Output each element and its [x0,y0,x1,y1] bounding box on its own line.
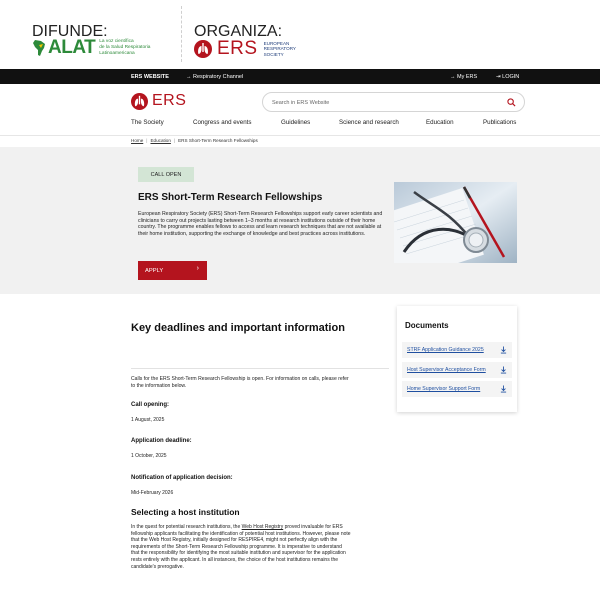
ers-lung-icon [194,40,212,58]
call-opening-value: 1 August, 2025 [131,417,165,423]
host-acceptance-form-link[interactable]: Host Supervisor Acceptance Form [407,367,486,373]
respiratory-channel-link[interactable]: → Respiratory Channel [186,73,244,80]
download-icon[interactable] [500,385,507,393]
nav-item-science-and-research[interactable]: Science and research [339,119,399,126]
ers-lung-icon [131,93,148,110]
site-header [0,84,600,136]
document-item[interactable] [402,342,512,358]
stethoscope-illustration [394,182,517,263]
download-icon[interactable] [500,366,507,374]
notification-label: Notification of application decision: [131,475,233,481]
host-institution-text: In the quest for potential research institutions, the Web Host Registry proved invaluable for ERS fellowship applicants facilitating the identification of potential host institutions. However, please note that the Web Host Registry, initially designed for RESPIRE4, might not perfectly align with the requirements of the Short-Term Research Fellowship programme. It is imperative to understand that the responsibility for identifying the most suitable institution and supervisor for the application rests entirely with the applicant. In all instances, the choice of the host institutions remains the candidate's prerogative. [131,524,351,570]
breadcrumb-separator: | [146,138,148,143]
ers-website-link[interactable]: ERS WEBSITE [131,73,169,80]
my-ers-link[interactable]: → My ERS [450,73,478,80]
ers-logo[interactable] [131,92,186,110]
apply-button[interactable]: APPLY › [138,261,207,280]
breadcrumb-current: ERS Short-Term Research Fellowships [178,138,258,143]
stethoscope-image [394,182,517,263]
hero-description: European Respiratory Society (ERS) Short-Term Research Fellowships support early career scientists and clinicians to carry out projects lasting between 1–3 months at research institutions outside of their home country. The programme enables fellows to access and learn research techniques that are not available at their home institution, supporting the exchange of knowledge and best practices across institutions. [138,211,383,237]
documents-title: Documents [405,321,449,330]
application-deadline-label: Application deadline: [131,438,192,444]
host-institution-heading: Selecting a host institution [131,507,240,517]
ers-wordmark: ERS [217,38,258,59]
strf-guidance-link[interactable]: STRF Application Guidance 2025 [407,347,484,353]
breadcrumb-separator: | [173,138,176,143]
notification-value: Mid-February 2026 [131,490,174,496]
hero-section [0,147,600,294]
search-icon[interactable] [507,98,516,107]
alat-logo[interactable] [32,37,161,59]
latin-america-icon [32,39,48,57]
alat-tagline: La voz científica de la Salud Respiratoria Latinoamericana [99,39,151,56]
nav-item-education[interactable]: Education [426,119,454,126]
nav-item-the-society[interactable]: The Society [131,119,164,126]
document-item[interactable] [402,381,512,397]
intro-text: Calls for the ERS Short-Term Research Fellowship is open. For information on calls, please refer to the information below. [131,376,349,389]
nav-item-guidelines[interactable]: Guidelines [281,119,311,126]
search-input[interactable] [272,97,492,108]
ers-wordmark: ERS [152,92,187,109]
banner-divider [181,6,182,62]
partner-banner [0,0,600,69]
web-host-registry-link[interactable]: Web Host Registry [241,524,284,530]
ers-logo-banner[interactable] [194,38,308,60]
alat-wordmark: ALAT [48,37,96,58]
breadcrumb-education[interactable]: Education [150,138,171,143]
nav-item-publications[interactable]: Publications [483,119,517,126]
application-deadline-value: 1 October, 2025 [131,453,167,459]
call-opening-label: Call opening: [131,402,169,408]
status-badge: CALL OPEN [138,167,194,182]
document-item[interactable] [402,362,512,378]
page-title: ERS Short-Term Research Fellowships [138,192,323,203]
nav-item-congress-and-events[interactable]: Congress and events [193,119,252,126]
breadcrumb [131,138,258,143]
ers-tagline: EUROPEAN RESPIRATORY SOCIETY [263,40,296,57]
chevron-right-icon: › [196,265,199,272]
difunde-label: DIFUNDE: [32,23,108,40]
login-link[interactable]: ⇥ LOGIN [496,73,520,80]
organiza-label: ORGANIZA: [194,23,283,40]
arrow-right-icon: → [450,73,456,80]
section-heading: Key deadlines and important information [131,322,345,334]
utility-bar [0,69,600,84]
main-nav [0,119,600,131]
documents-card [397,306,517,412]
login-icon: ⇥ [496,73,501,80]
download-icon[interactable] [500,346,507,354]
content-divider [131,368,389,369]
search-box [262,92,525,112]
home-support-form-link[interactable]: Home Supervisor Support Form [407,386,481,392]
arrow-right-icon: → [186,73,192,80]
breadcrumb-home[interactable]: Home [131,138,144,143]
